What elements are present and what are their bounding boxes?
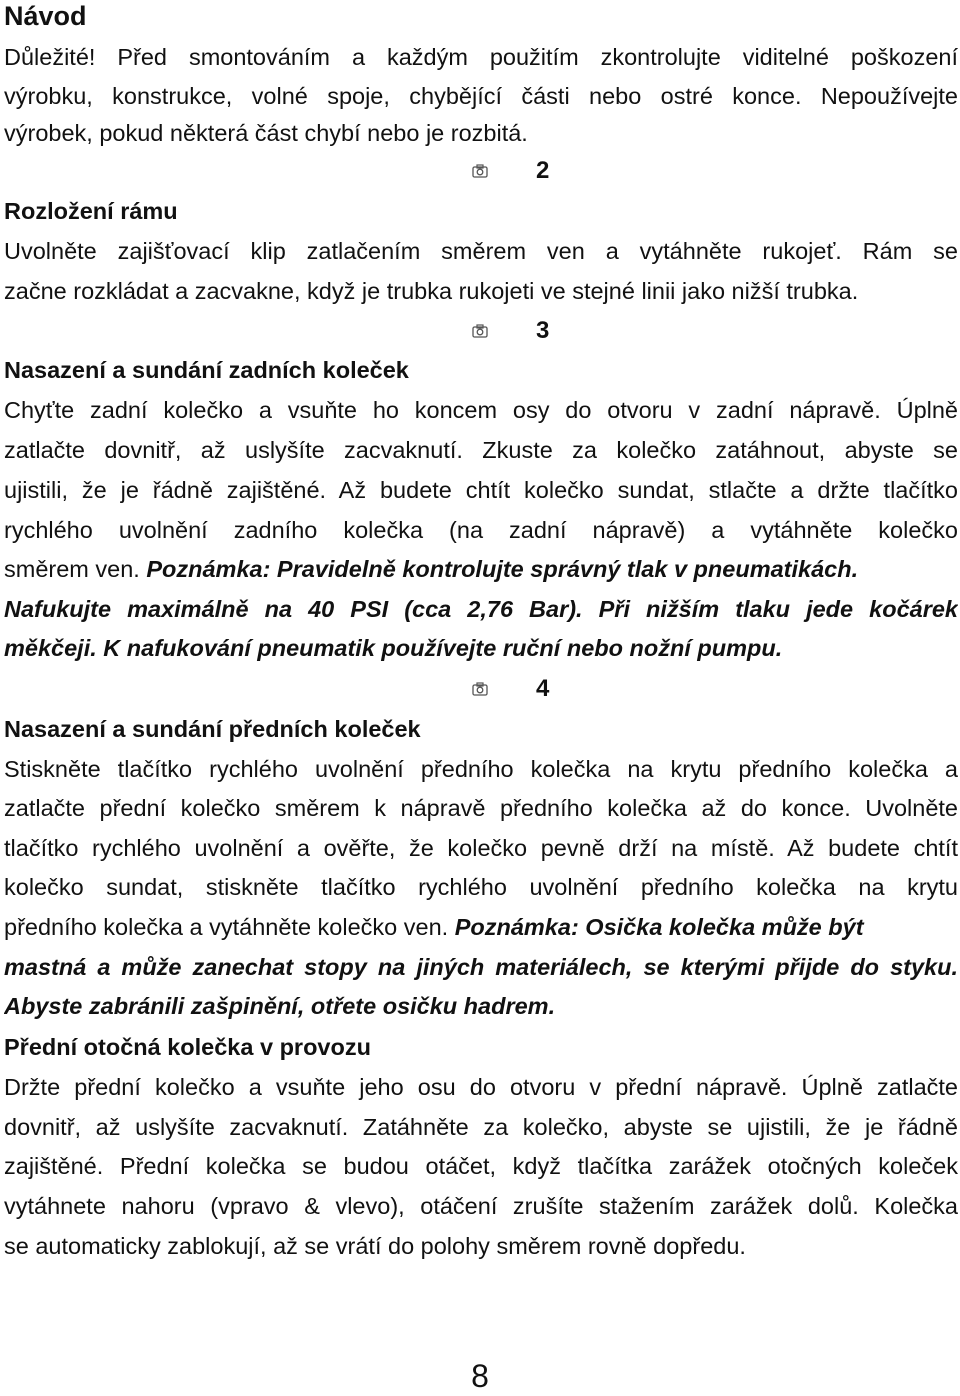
note-line: Nafukujte maximálně na 40 PSI (cca 2,76 Bar). Při nižším tlaku jede kočárek: [4, 596, 958, 622]
paragraph-line: zajištěné. Přední kolečka se budou otáčet, když tlačítka zarážek otočných koleček: [4, 1153, 958, 1179]
paragraph-line: dovnitř, až uslyšíte zacvaknutí. Zatáhněte za kolečko, abyste se ujistili, že je řádně: [4, 1114, 958, 1140]
paragraph-line: Stiskněte tlačítko rychlého uvolnění předního kolečka na krytu předního kolečka a: [4, 756, 958, 782]
camera-icon: [472, 682, 488, 696]
intro-line-1: Důležité! Před smontováním a každým použitím zkontrolujte viditelné poškození: [4, 44, 958, 70]
text-run: předního kolečka a vytáhněte kolečko ven.: [4, 914, 455, 940]
paragraph-line: rychlého uvolnění zadního kolečka (na zadní nápravě) a vytáhněte kolečko: [4, 517, 958, 543]
page-title: Návod: [4, 1, 87, 31]
section-heading: Nasazení a sundání předních koleček: [4, 716, 421, 742]
intro-line-2: výrobku, konstrukce, volné spoje, chybějící části nebo ostré konce. Nepoužívejte: [4, 83, 958, 109]
paragraph-line: [4, 554, 958, 584]
note-text: Poznámka: Pravidelně kontrolujte správný tlak v pneumatikách.: [146, 556, 859, 582]
note-line: měkčeji. K nafukování pneumatik používejte ruční nebo nožní pumpu.: [4, 635, 783, 661]
section-heading: Nasazení a sundání zadních koleček: [4, 357, 409, 383]
step-number: 2: [536, 157, 550, 184]
paragraph-line: vytáhnete nahoru (vpravo & vlevo), otáčení zrušíte stažením zarážek dolů. Kolečka: [4, 1193, 958, 1219]
paragraph-line: zatlačte dovnitř, až uslyšíte zacvaknutí. Zkuste za kolečko zatáhnout, abyste se: [4, 437, 958, 463]
paragraph-line: Chyťte zadní kolečko a vsuňte ho koncem osy do otvoru v zadní nápravě. Úplně: [4, 397, 958, 423]
note-line: mastná a může zanechat stopy na jiných materiálech, se kterými přijde do styku.: [4, 954, 958, 980]
paragraph-line: začne rozkládat a zacvakne, když je trubka rukojeti ve stejné linii jako nižší trubka.: [4, 278, 859, 304]
section-heading: Rozložení rámu: [4, 198, 178, 224]
step-marker-2: [468, 156, 588, 186]
step-number: 3: [536, 317, 550, 344]
page-number: 8: [471, 1358, 489, 1394]
section-heading: Přední otočná kolečka v provozu: [4, 1034, 371, 1060]
note-line: Abyste zabránili zašpinění, otřete osičku hadrem.: [4, 993, 556, 1019]
paragraph-line: se automaticky zablokují, až se vrátí do polohy směrem rovně dopředu.: [4, 1233, 746, 1259]
paragraph-line: Uvolněte zajišťovací klip zatlačením směrem ven a vytáhněte rukojeť. Rám se: [4, 238, 958, 264]
paragraph-line: Držte přední kolečko a vsuňte jeho osu do otvoru v přední nápravě. Úplně zatlačte: [4, 1074, 958, 1100]
note-text: Poznámka: Osička kolečka může být: [454, 914, 864, 940]
paragraph-line: [4, 912, 958, 942]
paragraph-line: ujistili, že je řádně zajištěné. Až budete chtít kolečko sundat, stlačte a držte tlačítko: [4, 477, 958, 503]
paragraph-line: kolečko sundat, stiskněte tlačítko rychlého uvolnění předního kolečka na krytu: [4, 874, 958, 900]
camera-icon: [472, 164, 488, 178]
paragraph-line: zatlačte přední kolečko směrem k nápravě předního kolečka až do konce. Uvolněte: [4, 795, 958, 821]
step-marker-4: [468, 674, 588, 704]
intro-line-3: výrobek, pokud některá část chybí nebo je rozbitá.: [4, 120, 528, 146]
step-number: 4: [536, 675, 550, 702]
step-marker-3: [468, 316, 588, 346]
paragraph-line: tlačítko rychlého uvolnění a ověřte, že kolečko pevně drží na místě. Až budete chtít: [4, 835, 958, 861]
text-run: směrem ven.: [4, 556, 147, 582]
camera-icon: [472, 324, 488, 338]
